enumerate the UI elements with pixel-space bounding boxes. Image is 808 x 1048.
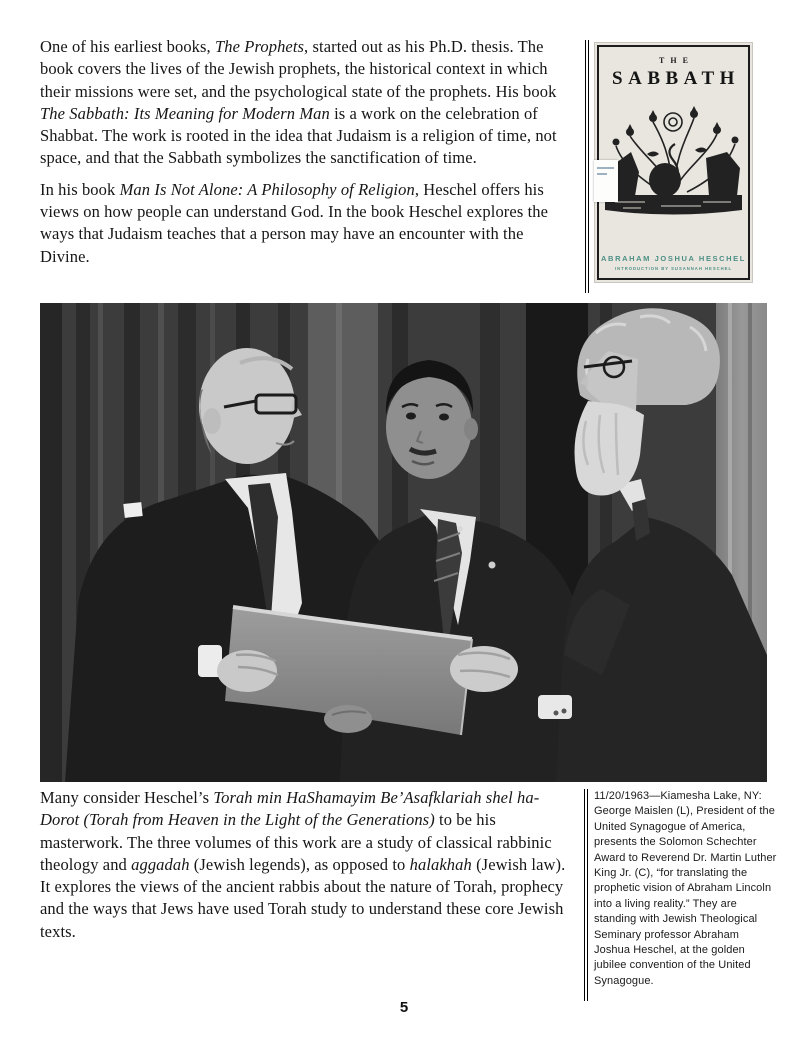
- book-cover-author: ABRAHAM JOSHUA HESCHEL: [601, 254, 746, 263]
- photo-caption: 11/20/1963—Kiamesha Lake, NY: George Maislen (L), President of the United Synagogue of America, presents the Solomon Schechter Award to Reverend Dr. Martin Luther King Jr. (C), “for translating the prophetic vision of Abraham Lincoln into a living reality.” They are standing with Jewish Theological Seminary professor Abraham Joshua Heschel, at the golden jubilee convention of the United Synagogue.: [594, 790, 777, 987]
- book-cover-title: SABBATH: [612, 68, 740, 89]
- paragraph: In his book Man Is Not Alone: A Philosophy of Religion, Heschel offers his views on how people can understand God. In the book Heschel explores the ways that Judaism teaches that a person may have an encounter with the Divine.: [40, 179, 549, 266]
- paragraph: One of his earliest books, The Prophets, started out as his Ph.D. thesis. The book covers the lives of the Jewish prophets, the historical context in which their missions were set, and the psychological state of the prophets. His book The Sabbath: Its Meaning for Modern Man is a work on the celebration of Shabbat. The work is rooted in the idea that Judaism is a religion of time, not space, and that the Sabbath symbolizes the sanctification of time.: [40, 37, 557, 168]
- book-cover-illustration: [603, 94, 744, 224]
- vertical-divider: [584, 789, 588, 1001]
- main-text-top: [40, 36, 574, 277]
- book-cover-subtitle: INTRODUCTION BY SUSANNAH HESCHEL: [614, 266, 733, 271]
- book-cover-title-small: THE: [659, 56, 694, 65]
- vertical-divider: [585, 40, 589, 293]
- book-cover-the-sabbath: [594, 42, 753, 283]
- library-sticker: [594, 160, 618, 202]
- photo-graphic: [40, 303, 767, 782]
- page-number: 5: [399, 999, 409, 1016]
- main-text-bottom: [40, 787, 574, 952]
- paragraph: Many consider Heschel’s Torah min HaShamayim Be’Asafklariah shel ha-Dorot (Torah from Heaven in the Light of the Generations) to be his masterwork. The three volumes of this work are a study of classical rabbinic theology and aggadah (Jewish legends), as opposed to halakhah (Jewish law). It explores the views of the ancient rabbis about the nature of Torah, prophecy and the ways that Jews have used Torah study to understand these core Jewish texts.: [40, 788, 566, 941]
- photo-award-presentation: [40, 303, 767, 782]
